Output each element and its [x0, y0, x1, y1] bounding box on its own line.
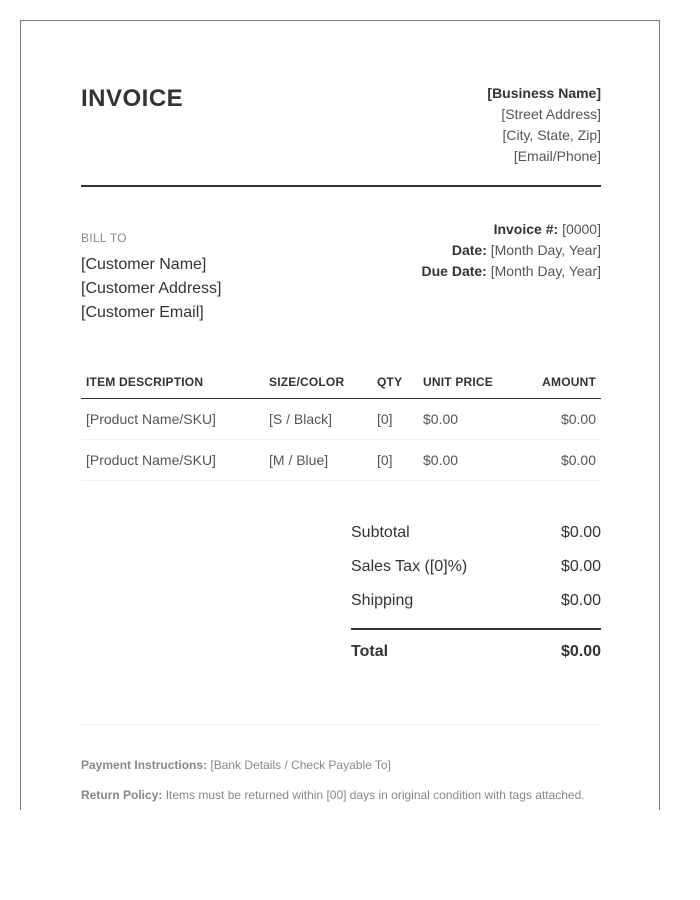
- col-qty: QTY: [372, 366, 418, 399]
- customer-address: [Customer Address]: [81, 280, 222, 297]
- due-date-row: [422, 261, 602, 282]
- invoice-number-value: [0000]: [562, 221, 601, 237]
- invoice-number-row: [422, 219, 602, 240]
- customer-email: [Customer Email]: [81, 304, 204, 321]
- total-value: $0.00: [560, 643, 601, 660]
- return-policy-label: Return Policy:: [81, 788, 163, 802]
- return-policy: [81, 788, 585, 802]
- items-table: [81, 366, 601, 481]
- due-date-value: [Month Day, Year]: [490, 263, 601, 279]
- item-amount: $0.00: [531, 399, 601, 440]
- item-qty: [0]: [372, 440, 418, 481]
- col-unit-price: UNIT PRICE: [418, 366, 531, 399]
- col-item-description: ITEM DESCRIPTION: [81, 366, 264, 399]
- business-info: [487, 83, 601, 167]
- bill-to-block: [81, 253, 222, 325]
- sales-tax-label: Sales Tax ([0]%): [351, 558, 468, 575]
- item-description: [Product Name/SKU]: [81, 399, 264, 440]
- item-description: [Product Name/SKU]: [81, 440, 264, 481]
- invoice-title: INVOICE: [81, 85, 184, 112]
- bill-to-label: BILL TO: [81, 231, 127, 245]
- table-header-row: [81, 366, 601, 399]
- payment-instructions: [81, 758, 391, 772]
- invoice-meta: [422, 219, 602, 282]
- payment-instructions-text: [Bank Details / Check Payable To]: [210, 758, 391, 772]
- invoice-page: [20, 20, 660, 810]
- header-divider: [81, 185, 601, 187]
- item-amount: $0.00: [531, 440, 601, 481]
- payment-instructions-label: Payment Instructions:: [81, 758, 208, 772]
- total-row: [351, 630, 601, 674]
- invoice-date-label: Date:: [451, 242, 487, 258]
- subtotal-value: $0.00: [560, 524, 601, 541]
- invoice-date-value: [Month Day, Year]: [490, 242, 601, 258]
- invoice-date-row: [422, 240, 602, 261]
- sales-tax-value: $0.00: [560, 558, 601, 575]
- total-label: Total: [351, 643, 389, 660]
- business-city: [City, State, Zip]: [502, 127, 601, 143]
- totals-block: [351, 516, 601, 674]
- table-row: [81, 399, 601, 440]
- return-policy-text: Items must be returned within [00] days in original condition with tags attached.: [165, 788, 585, 802]
- col-amount: AMOUNT: [531, 366, 601, 399]
- table-row: [81, 440, 601, 481]
- business-name: [Business Name]: [487, 85, 601, 101]
- invoice-number-label: Invoice #:: [493, 221, 559, 237]
- shipping-label: Shipping: [351, 592, 414, 609]
- item-size-color: [M / Blue]: [264, 440, 372, 481]
- footer-divider: [81, 724, 601, 725]
- shipping-value: $0.00: [560, 592, 601, 609]
- sales-tax-row: [351, 550, 601, 584]
- subtotal-label: Subtotal: [351, 524, 410, 541]
- item-size-color: [S / Black]: [264, 399, 372, 440]
- col-size-color: SIZE/COLOR: [264, 366, 372, 399]
- item-qty: [0]: [372, 399, 418, 440]
- subtotal-row: [351, 516, 601, 550]
- item-unit-price: $0.00: [418, 399, 531, 440]
- item-unit-price: $0.00: [418, 440, 531, 481]
- business-contact: [Email/Phone]: [513, 148, 601, 164]
- shipping-row: [351, 584, 601, 618]
- due-date-label: Due Date:: [421, 263, 487, 279]
- customer-name: [Customer Name]: [81, 256, 207, 273]
- business-street: [Street Address]: [501, 106, 601, 122]
